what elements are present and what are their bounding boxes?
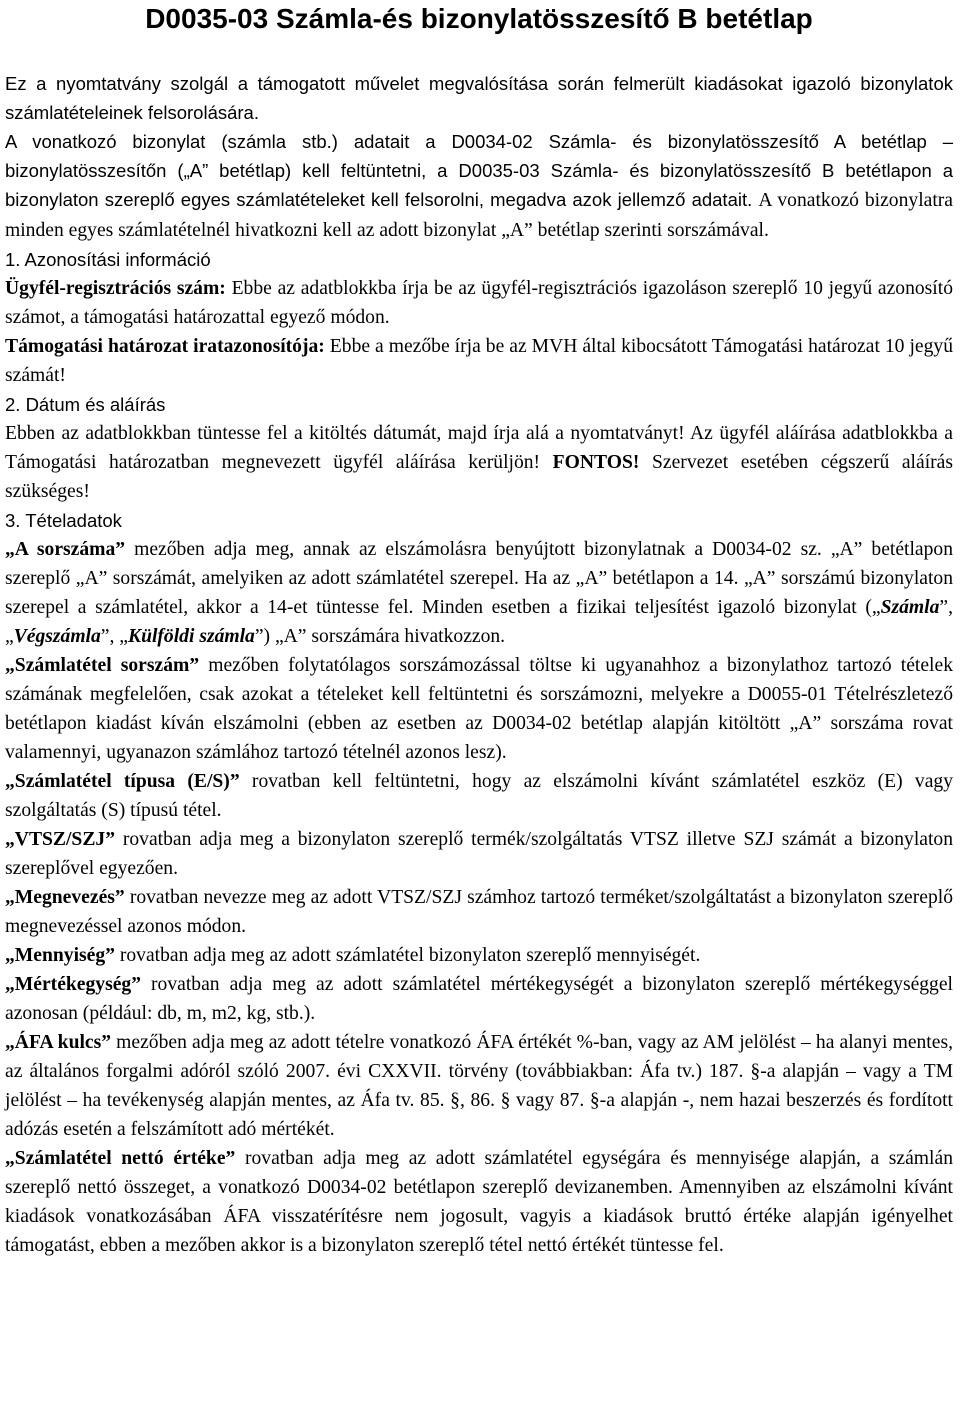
field-vtsz-paragraph [5,825,953,883]
intro-block [5,69,953,245]
term-foreign-invoice: Külföldi számla [128,626,255,647]
term-invoice: Számla [880,597,940,618]
date-signature-text: Ebben az adatblokkban tüntesse fel a kitöltés dátumát, majd írja alá a nyomtatványt! Az ügyfél aláírása adatblokkba a Támogatási határozatban megnevezett ügyfél aláírása kerüljön! [5,423,953,473]
field-item-type-text: rovatban kell feltüntetni, hogy az elszámolni kívánt számlatétel eszköz (E) vagy szolgáltatás (S) típusú tétel. [5,771,954,821]
section-2-heading: 2. Dátum és aláírás [5,394,166,415]
section-identification [5,245,953,390]
section-1-heading: 1. Azonosítási információ [5,249,211,270]
important-text: Szervezet esetében cégszerű aláírás szükséges! [5,452,953,502]
field-item-serial-text: mezőben folytatólagos sorszámozással töltse ki ugyanahhoz a bizonylathoz tartozó tételek számának megfelelően, csak azokat a tételeket kell feltüntetni és sorszámozni, melyekre a D0055-01 Tételrészletező betétlapon kiadást kíván elszámolni (ebben az esetben az D0034-02 betétlap alapján kitöltött „A” sorszáma rovat valamennyi, ugyanazon számlához tartozó tételnél azonos lesz). [5,655,953,763]
field-a-serial-text-end: ”) „A” sorszámára hivatkozzon. [254,626,506,647]
decision-id-label: Támogatási határozat iratazonosítója: [5,336,325,357]
field-net-value-label: „Számlatétel nettó értéke” [5,1148,236,1169]
field-net-value-paragraph [5,1144,953,1260]
client-registration-text: Ebbe az adatblokkba írja be az ügyfél-regisztrációs igazoláson szereplő 10 jegyű azonosító számot, a támogatási határozattal egyező módon. [5,278,953,328]
term-separator-2: ”, „ [100,626,128,647]
intro-paragraph-purpose: Ez a nyomtatvány szolgál a támogatott művelet megvalósítása során felmerült kiadásokat igazoló bizonylatok számlatételeinek felsorolására. [5,73,953,123]
field-quantity-paragraph [5,941,953,970]
field-item-type-paragraph [5,767,953,825]
field-vat-label: „ÁFA kulcs” [5,1032,112,1053]
field-quantity-label: „Mennyiség” [5,945,115,966]
field-net-value-text: rovatban adja meg az adott számlatétel egységára és mennyisége alapján, a számlán szereplő nettó összeget, a vonatkozó D0034-02 betétlapon szereplő devizanemben. Amennyiben az elszámolni kívánt kiadások vonatkozásában ÁFA visszatérítésre nem jogosult, vagyis a kiadások bruttó értéke alapján igényelhet támogatást, ebben a mezőben akkor is a bizonylaton szereplő tétel nettó értékét tüntesse fel. [5,1148,953,1256]
intro-instructions-part-b: A vonatkozó bizonylatra minden egyes számlatételnél hivatkozni kell az adott bizonylat „A” betétlap szerinti sorszámával. [5,190,954,241]
field-vat-text: mezőben adja meg az adott tételre vonatkozó ÁFA értékét %-ban, vagy az AM jelölést – ha alanyi mentes, az általános forgalmi adóról szóló 2007. évi CXXVII. törvény (továbbiakban: Áfa tv.) 187. §-a alapján – vagy a TM jelölést – ha tevékenység alapján mentes, az Áfa tv. 85. §, 86. § vagy 87. §-a alapján -, nem hazai beszerzés és fordított adózás esetén a felszámított adó mértékét. [5,1032,953,1140]
field-vtsz-label: „VTSZ/SZJ” [5,829,115,850]
date-signature-paragraph [5,419,953,506]
field-name-text: rovatban nevezze meg az adott VTSZ/SZJ számhoz tartozó terméket/szolgáltatást a bizonylaton szereplő megnevezéssel azonos módon. [5,887,953,937]
term-separator-1: ”, „ [5,597,953,647]
important-label: FONTOS! [552,452,640,473]
field-unit-paragraph [5,970,953,1028]
field-item-serial-paragraph [5,651,953,767]
intro-paragraph-instructions [5,127,953,245]
field-unit-text: rovatban adja meg az adott számlatétel mértékegységét a bizonylaton szereplő mértékegységgel azonosan (például: db, m, m2, kg, stb.). [5,974,953,1024]
field-vat-paragraph [5,1028,953,1144]
field-a-serial-label: „A sorszáma” [5,539,126,560]
field-vtsz-text: rovatban adja meg a bizonylaton szereplő termék/szolgáltatás VTSZ illetve SZJ számát a bizonylaton szereplővel egyezően. [5,829,953,879]
field-quantity-text: rovatban adja meg az adott számlatétel bizonylaton szereplő mennyiségét. [114,945,701,966]
field-a-serial-paragraph [5,535,953,651]
field-name-paragraph [5,883,953,941]
term-final-invoice: Végszámla [13,626,101,647]
field-unit-label: „Mértékegység” [5,974,142,995]
page-title: D0035-03 Számla-és bizonylatösszesítő B betétlap [145,3,813,34]
client-registration-paragraph [5,274,953,332]
section-3-heading: 3. Tételadatok [5,510,122,531]
field-item-type-label: „Számlatétel típusa (E/S)” [5,771,240,792]
field-item-serial-label: „Számlatétel sorszám” [5,655,200,676]
field-name-label: „Megnevezés” [5,887,125,908]
section-item-data [5,506,953,1260]
decision-id-text: Ebbe a mezőbe írja be az MVH által kibocsátott Támogatási határozat 10 jegyű számát! [5,336,953,386]
field-a-serial-text: mezőben adja meg, annak az elszámolásra benyújtott bizonylatnak a D0034-02 sz. „A” betétlapon szereplő „A” sorszámát, amelyiken az adott számlatétel szerepel. Ha az „A” betétlapon a 14. „A” sorszámú bizonylaton szerepel a számlatétel, akkor a 14-et tüntesse fel. Minden esetben a fizikai teljesítést igazoló bizonylat („ [5,539,954,618]
client-registration-label: Ügyfél-regisztrációs szám: [5,278,226,299]
section-date-signature [5,390,953,506]
intro-instructions-part-a: A vonatkozó bizonylat (számla stb.) adatait a D0034-02 Számla- és bizonylatösszesítő A betétlap – bizonylatösszesítőn („A” betétlap) kell feltüntetni, a D0035-03 Számla- és bizonylatösszesítő B betétlapon a bizonylaton szereplő egyes számlatételeket kell felsorolni, megadva azok jellemző adatait. [5,131,953,210]
decision-id-paragraph [5,332,953,390]
